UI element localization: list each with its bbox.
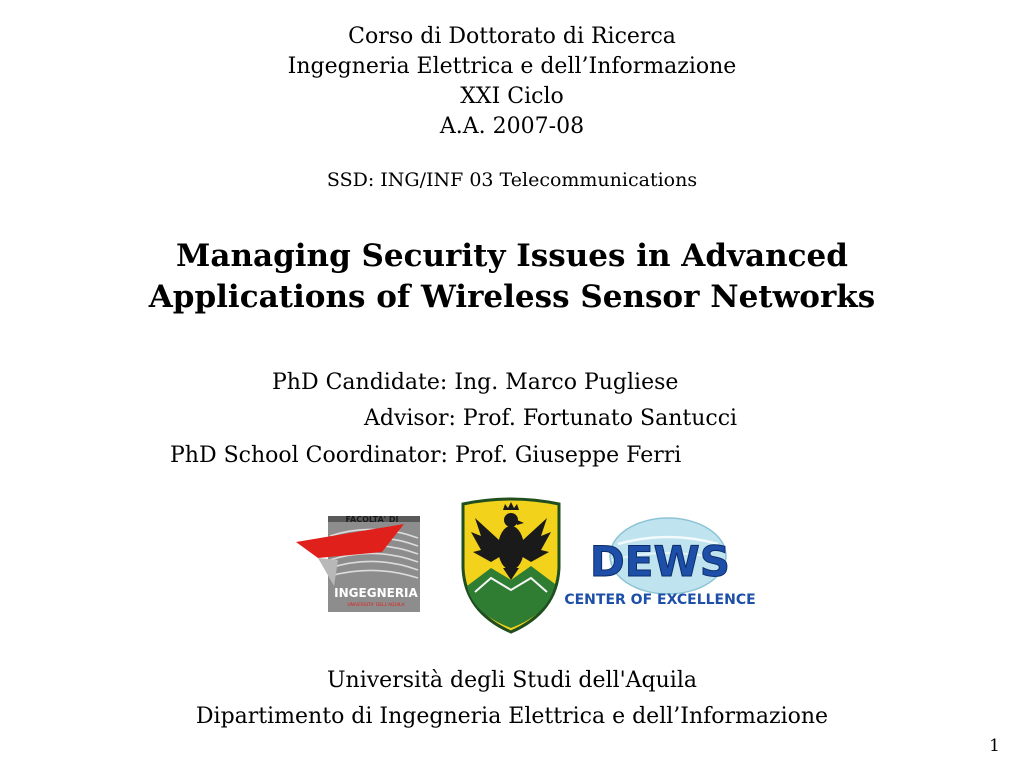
thesis-title-line-1: Managing Security Issues in Advanced	[176, 238, 848, 274]
ssd-label: SSD: ING/INF 03 Telecommunications	[326, 169, 698, 191]
cycle-label: XXI Ciclo	[460, 84, 564, 109]
university-name: Università degli Studi dell'Aquila	[327, 668, 697, 693]
course-header	[0, 22, 1024, 142]
coordinator-name: Prof. Giuseppe Ferri	[454, 443, 682, 468]
faculty-logo-top-text: FACOLTA' DI	[345, 515, 399, 524]
coordinator-role: PhD School Coordinator:	[170, 443, 448, 468]
page-number: 1	[989, 736, 1000, 756]
coordinator-row	[170, 442, 681, 470]
dews-logo-main-text: DEWS	[589, 537, 731, 586]
department-name: Dipartimento di Ingegneria Elettrica e dell’Informazione	[195, 704, 829, 729]
thesis-title	[0, 236, 1024, 318]
dews-logo-sub-text: CENTER OF EXCELLENCE	[564, 592, 756, 608]
advisor-name: Prof. Fortunato Santucci	[462, 406, 738, 431]
academic-year: A.A. 2007-08	[439, 114, 585, 139]
candidate-name: Ing. Marco Pugliese	[454, 370, 679, 395]
advisor-role: Advisor:	[364, 406, 456, 431]
candidate-row	[272, 369, 678, 397]
program-name: Ingegneria Elettrica e dell’Informazione	[287, 54, 737, 79]
faculty-engineering-logo	[294, 512, 426, 616]
faculty-logo-main-text: INGEGNERIA	[334, 586, 418, 600]
advisor-row	[364, 405, 737, 433]
candidate-role: PhD Candidate:	[272, 370, 448, 395]
course-name: Corso di Dottorato di Ricerca	[348, 24, 676, 49]
institution-footer	[0, 663, 1024, 735]
university-crest-icon	[457, 496, 565, 634]
faculty-logo-sub-text: UNIVERSITA' DELL'AQUILA	[347, 603, 405, 608]
thesis-title-line-2: Applications of Wireless Sensor Networks	[148, 279, 876, 315]
dews-logo	[564, 516, 756, 616]
logos-row	[0, 494, 1024, 636]
